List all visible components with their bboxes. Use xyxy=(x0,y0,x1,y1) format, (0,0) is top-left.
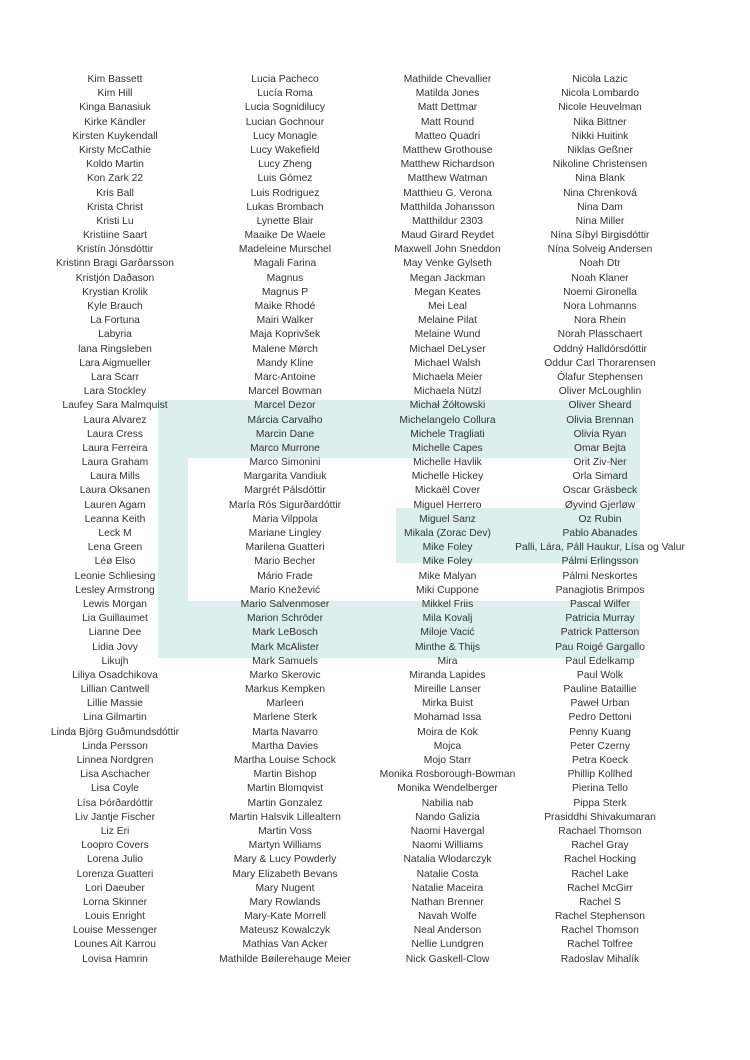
name-entry: Mathias Van Acker xyxy=(242,939,328,951)
name-entry: Natalia Włodarczyk xyxy=(403,854,492,866)
name-entry: Kirsten Kuykendall xyxy=(72,130,158,142)
name-entry: Kim Hill xyxy=(97,88,133,100)
name-entry: Laura Graham xyxy=(81,457,149,469)
name-entry: Monika Wendelberger xyxy=(397,783,498,795)
name-entry: Nína Solveig Andersen xyxy=(547,244,653,256)
name-entry: Marlene Sterk xyxy=(252,712,318,724)
name-entry: Kristín Jónsdóttir xyxy=(76,244,154,256)
name-entry: Megan Jackman xyxy=(409,272,486,284)
name-entry: Kristiine Saart xyxy=(82,230,148,242)
name-entry: Lisa Aschacher xyxy=(80,769,150,781)
name-entry: Nick Gaskell-Clow xyxy=(405,953,490,965)
name-entry: Michele Tragliati xyxy=(410,428,485,440)
name-entry: Nina Blank xyxy=(575,173,625,185)
name-entry: Nando Galizia xyxy=(415,811,480,823)
name-entry: Likujh xyxy=(101,655,129,667)
name-entry: Martha Davies xyxy=(251,740,319,752)
name-entry: Oddur Carl Thorarensen xyxy=(544,357,656,369)
name-entry: Matthew Watman xyxy=(407,173,488,185)
name-entry: Krystian Krolik xyxy=(82,286,148,298)
name-entry: Laura Oksanen xyxy=(79,485,151,497)
name-entry: Lorena Julio xyxy=(86,854,144,866)
name-entry: Petra Koeck xyxy=(571,755,629,766)
name-entry: Lidia Jovy xyxy=(92,641,138,653)
name-entry: Ólafur Stephensen xyxy=(557,371,643,383)
name-entry: Maxwell John Sneddon xyxy=(394,244,501,256)
name-entry: Nicola Lombardo xyxy=(561,88,639,100)
name-entry: Maria Vilppola xyxy=(252,513,318,525)
name-entry: Kirke Kändler xyxy=(84,116,146,128)
name-entry: Mireille Lanser xyxy=(414,684,481,696)
name-entry: Nína Síbyl Birgisdóttir xyxy=(550,230,650,242)
name-entry: Lynette Blair xyxy=(256,215,314,227)
name-entry: Mike Malyan xyxy=(418,570,477,582)
name-entry: Marcin Dane xyxy=(255,428,315,440)
name-entry: Matthieu G. Verona xyxy=(403,187,492,199)
name-entry: Lesley Armstrong xyxy=(75,584,155,596)
name-entry: Mojo Starr xyxy=(423,755,472,766)
name-entry: Lorna Skinner xyxy=(82,896,148,908)
name-entry: Labyria xyxy=(98,329,132,341)
name-entry: Pippa Sterk xyxy=(573,797,627,809)
name-entry: Paweł Urban xyxy=(570,698,630,710)
name-entry: Orit Ziv-Ner xyxy=(573,457,627,469)
name-entry: Michelle Hickey xyxy=(411,471,484,483)
name-entry: Melaine Pilat xyxy=(418,315,477,327)
name-entry: Mariane Lingley xyxy=(248,528,322,539)
name-entry: Linda Persson xyxy=(82,740,148,752)
name-entry: Mandy Kline xyxy=(256,357,314,369)
name-entry: Rachel Thomson xyxy=(561,925,639,937)
name-entry: Lia Guillaumet xyxy=(82,613,148,625)
name-entry: Marco Murrone xyxy=(250,442,320,454)
name-entry: Lara Aigmueller xyxy=(79,357,151,369)
name-entry: Mirka Buist xyxy=(422,698,473,710)
name-entry: Leanna Keith xyxy=(84,513,146,525)
name-entry: Nikki Huitink xyxy=(571,130,629,142)
name-entry: Madeleine Murschel xyxy=(238,244,332,256)
name-entry: Rachel Lake xyxy=(571,868,629,880)
name-entry: Luis Rodriguez xyxy=(250,187,320,199)
name-entry: Marc-Antoine xyxy=(254,371,316,383)
name-entry: Liliya Osadchikova xyxy=(72,669,158,681)
name-entry: Linda Björg Guðmundsdóttir xyxy=(50,726,180,738)
name-entry: Rachel Gray xyxy=(571,840,629,852)
name-entry: lana Ringsleben xyxy=(78,343,152,355)
name-entry: Oliver McLoughlin xyxy=(558,386,642,398)
name-entry: María Rós Sigurðardóttir xyxy=(228,499,342,511)
name-entry: Miguel Herrero xyxy=(413,499,482,511)
name-entry: Pálmi Erlingsson xyxy=(561,556,639,568)
name-entry: Oscar Gräsbeck xyxy=(562,485,638,497)
name-entry: Lena Green xyxy=(87,542,143,554)
name-entry: Liv Jantje Fischer xyxy=(74,811,156,823)
name-entry: Laura Cress xyxy=(86,428,144,440)
name-entry: Mickaël Cover xyxy=(414,485,481,497)
name-entry: Lisa Coyle xyxy=(90,783,140,795)
name-entry: Miranda Lapides xyxy=(409,669,486,681)
name-entry: Kirsty McCathie xyxy=(78,144,152,156)
name-entry: Nicole Heuvelman xyxy=(558,102,642,114)
name-entry: Miki Cuppone xyxy=(416,584,479,596)
name-entry: Lillian Cantwell xyxy=(80,684,150,696)
name-entry: Krista Christ xyxy=(86,201,144,213)
name-entry: Marko Skerovic xyxy=(249,669,321,681)
name-entry: Lucia Pacheco xyxy=(251,74,319,85)
name-entry: Matteo Quadri xyxy=(414,130,481,142)
name-entry: Laura Alvarez xyxy=(83,414,147,426)
name-entry: Lara Stockley xyxy=(83,386,147,398)
name-entry: Phillip Kollhed xyxy=(567,769,633,781)
name-entry: Navah Wolfe xyxy=(418,911,477,923)
name-entry: Lucy Wakefield xyxy=(250,144,320,156)
name-entry: Nina Miller xyxy=(575,215,625,227)
name-entry: Noah Dtr xyxy=(579,258,621,270)
name-entry: Linnea Nordgren xyxy=(76,755,154,766)
name-entry: Louise Messenger xyxy=(72,925,158,937)
name-entry: Lina Gilmartin xyxy=(83,712,147,724)
name-entry: Natalie Maceira xyxy=(411,882,484,894)
name-entry: Mary Nugent xyxy=(255,882,315,894)
name-entry: Leonie Schliesing xyxy=(74,570,156,582)
name-entry: Laura Mills xyxy=(90,471,140,483)
name-entry: Mark Samuels xyxy=(252,655,318,667)
name-entry: Naomi Havergal xyxy=(410,825,485,837)
name-entry: Loopro Covers xyxy=(81,840,149,852)
name-entry: Mira xyxy=(437,655,458,667)
name-entry: Maud Girard Reydet xyxy=(401,230,494,242)
name-entry: Patricia Murray xyxy=(565,613,635,625)
name-entry: Michelangelo Collura xyxy=(399,414,496,426)
name-entry: Maike Rhodé xyxy=(254,301,316,312)
name-entry: Lucy Monagle xyxy=(252,130,318,142)
name-entry: Pauline Bataillie xyxy=(563,684,637,696)
name-entry: Peter Czerny xyxy=(569,740,631,752)
name-entry: Marcel Bowman xyxy=(248,386,322,398)
name-entry: Nora Lohmanns xyxy=(563,301,637,312)
name-entry: Radoslav Mihalík xyxy=(560,953,640,965)
name-entry: Michał Żółtowski xyxy=(409,400,486,412)
name-entry: Lori Daeuber xyxy=(85,882,145,894)
name-entry: Lauren Agam xyxy=(84,499,146,511)
name-entry: Penny Kuang xyxy=(569,726,631,738)
name-entry: Noah Klaner xyxy=(571,272,629,284)
name-entry: Laura Ferreira xyxy=(82,442,148,454)
name-entry: Omar Bejta xyxy=(573,442,627,454)
name-entry: Mathilde Chevallier xyxy=(403,74,492,85)
name-entry: Nicola Lazic xyxy=(572,74,628,85)
name-entry: Lucía Roma xyxy=(257,88,313,100)
name-entry: Mike Foley xyxy=(422,542,473,554)
name-entry: Lara Scarr xyxy=(90,371,140,383)
name-entry: Niklas Geßner xyxy=(567,144,633,156)
name-entry: Nellie Lundgren xyxy=(411,939,484,951)
name-entry: Marion Schröder xyxy=(246,613,324,625)
name-entry: Magnus xyxy=(266,272,304,284)
name-entry: Paul Edelkamp xyxy=(565,655,635,667)
name-entry: Leck M xyxy=(98,528,132,539)
name-entry: Rachel McGirr xyxy=(567,882,633,894)
name-entry: Mário Frade xyxy=(257,570,313,582)
name-entry: Mary-Kate Morrell xyxy=(244,911,326,923)
name-entry: Kris Ball xyxy=(96,187,134,199)
name-entry: Rachel Tolfree xyxy=(567,939,633,951)
name-entry: Miloje Vacić xyxy=(420,627,475,639)
name-entry: Michaela Nützl xyxy=(413,386,482,398)
name-entry: Martin Gonzalez xyxy=(247,797,323,809)
name-entry: Oliver Sheard xyxy=(568,400,632,412)
name-entry: Martin Blomqvist xyxy=(246,783,324,795)
name-column-4 xyxy=(510,73,690,967)
name-entry: Pablo Abanades xyxy=(562,528,638,539)
name-entry: Moira de Kok xyxy=(417,726,478,738)
name-entry: Matthew Richardson xyxy=(400,159,495,171)
name-entry: Mark McAlister xyxy=(250,641,320,653)
name-entry: Martha Louise Schock xyxy=(234,755,336,766)
name-entry: Nina Chrenková xyxy=(563,187,637,199)
name-entry: May Venke Gylseth xyxy=(403,258,492,270)
name-entry: Martin Bishop xyxy=(253,769,317,781)
name-entry: Maja Koprivšek xyxy=(249,329,321,341)
name-entry: Michael DeLyser xyxy=(409,343,486,355)
name-entry: Miguel Sanz xyxy=(419,513,476,525)
name-entry: Norah Plasschaert xyxy=(557,329,643,341)
name-entry: Mojca xyxy=(433,740,462,752)
name-entry: Michelle Havlik xyxy=(413,457,482,469)
name-entry: Markus Kempken xyxy=(244,684,326,696)
name-entry: Oddný Halldórsdóttir xyxy=(553,343,647,355)
name-entry: Rachel S xyxy=(579,896,621,908)
name-entry: Lucian Gochnour xyxy=(245,116,325,128)
name-entry: Laufey Sara Malmquist xyxy=(62,400,168,412)
name-entry: Rachel Stephenson xyxy=(555,911,645,923)
name-entry: Oz Rubin xyxy=(578,513,622,525)
name-entry: Mathilde Bøilerehauge Meier xyxy=(219,953,351,965)
name-entry: Kon Zark 22 xyxy=(86,173,144,185)
name-entry: Prasiddhi Shivakumaran xyxy=(544,811,656,823)
name-entry: Nathan Brenner xyxy=(411,896,484,908)
name-entry: Mario Salvenmoser xyxy=(240,598,330,610)
name-entry: Nora Rhein xyxy=(573,315,627,327)
name-entry: Marcel Dezor xyxy=(254,400,316,412)
name-entry: Michaela Meier xyxy=(412,371,483,383)
name-entry: Pálmi Neskortes xyxy=(562,570,638,582)
name-entry: Lucy Zheng xyxy=(258,159,312,171)
name-entry: Michelle Capes xyxy=(412,442,483,454)
name-entry: Rachael Thomson xyxy=(558,825,642,837)
name-entry: Lounes Ait Karrou xyxy=(74,939,156,951)
name-entry: Pedro Dettoni xyxy=(568,712,632,724)
name-entry: Rachel Hocking xyxy=(563,854,637,866)
name-entry: Øyvind Gjerløw xyxy=(564,499,636,511)
name-column-3 xyxy=(375,73,520,967)
name-entry: Lucia Sognidilucy xyxy=(244,102,326,114)
name-entry: Kinga Banasiuk xyxy=(79,102,151,114)
name-entry: La Fortuna xyxy=(90,315,140,327)
name-entry: Léø Elso xyxy=(94,556,136,568)
name-entry: Mario Becher xyxy=(254,556,316,568)
name-entry: Neal Anderson xyxy=(413,925,482,937)
name-entry: Orla Simard xyxy=(572,471,628,483)
name-entry: Márcia Carvalho xyxy=(247,414,323,426)
name-entry: Martyn Williams xyxy=(248,840,322,852)
name-entry: Kristjón Daðason xyxy=(75,272,155,284)
name-entry: Luis Gómez xyxy=(257,173,313,185)
name-entry: Pau Roigé Gargallo xyxy=(555,641,645,653)
name-entry: Paul Wolk xyxy=(576,669,624,681)
name-entry: Matilda Jones xyxy=(415,88,480,100)
name-entry: Olivia Brennan xyxy=(566,414,634,426)
name-entry: Martin Voss xyxy=(258,825,312,837)
name-column-2 xyxy=(190,73,380,967)
name-entry: Mikkel Friis xyxy=(421,598,474,610)
name-entry: Mikala (Zorac Dev) xyxy=(404,528,491,539)
name-entry: Lukas Brombach xyxy=(246,201,324,213)
name-entry: Nika Bittner xyxy=(573,116,627,128)
name-entry: Palli, Lára, Páll Haukur, Lísa og Valur xyxy=(515,542,685,554)
name-entry: Mateusz Kowalczyk xyxy=(239,925,331,937)
name-entry: Matthilda Johansson xyxy=(400,201,495,213)
name-entry: Mary & Lucy Powderly xyxy=(233,854,337,866)
name-entry: Marleen xyxy=(266,698,304,710)
name-entry: Mary Rowlands xyxy=(249,896,321,908)
name-entry: Kristinn Bragi Garðarsson xyxy=(56,258,174,270)
name-entry: Monika Rosborough-Bowman xyxy=(379,769,516,781)
name-entry: Lísa Þórðardóttir xyxy=(76,797,154,809)
name-entry: Matt Dettmar xyxy=(417,102,478,114)
name-entry: Michael Walsh xyxy=(414,357,481,369)
name-entry: Kristi Lu xyxy=(96,215,134,227)
name-entry: Nikoline Christensen xyxy=(552,159,648,171)
name-entry: Lorenza Guatteri xyxy=(76,868,154,880)
name-entry: Mary Elizabeth Bevans xyxy=(232,868,338,880)
name-entry: Naomi Williams xyxy=(412,840,483,852)
name-entry: Olivia Ryan xyxy=(573,428,627,440)
name-entry: Melaine Wund xyxy=(414,329,481,341)
name-entry: Pierina Tello xyxy=(572,783,628,795)
name-entry: Maaike De Waele xyxy=(244,230,326,242)
name-entry: Margrét Pálsdóttir xyxy=(244,485,326,497)
name-entry: Marco Simonini xyxy=(249,457,321,469)
name-entry: Malene Mørch xyxy=(252,343,318,355)
name-column-1 xyxy=(40,73,190,967)
name-entry: Nina Dam xyxy=(577,201,623,213)
name-entry: Lianne Dee xyxy=(88,627,142,639)
name-entry: Mohamad Issa xyxy=(413,712,482,724)
name-entry: Mark LeBosch xyxy=(252,627,318,639)
name-entry: Matthew Grothouse xyxy=(402,144,493,156)
name-entry: Noemi Gironella xyxy=(563,286,637,298)
name-entry: Marta Navarro xyxy=(252,726,318,738)
name-entry: Matt Round xyxy=(420,116,475,128)
name-entry: Lewis Morgan xyxy=(82,598,148,610)
name-entry: Minthe & Thijs xyxy=(414,641,481,653)
name-entry: Natalie Costa xyxy=(416,868,479,880)
name-entry: Marilena Guatteri xyxy=(245,542,325,554)
name-entry: Mike Foley xyxy=(422,556,473,568)
name-entry: Koldo Martin xyxy=(86,159,144,171)
name-entry: Panagiotis Brimpos xyxy=(555,584,645,596)
name-entry: Patrick Patterson xyxy=(560,627,640,639)
name-entry: Mairi Walker xyxy=(256,315,314,327)
name-entry: Magali Farina xyxy=(253,258,317,270)
name-entry: Kyle Brauch xyxy=(87,301,143,312)
name-entry: Liz Eri xyxy=(100,825,130,837)
name-entry: Louis Enright xyxy=(84,911,146,923)
name-entry: Mario Knežević xyxy=(249,584,321,596)
name-entry: Matthildur 2303 xyxy=(412,215,483,227)
name-entry: Mila Kovalj xyxy=(422,613,473,625)
name-entry: Mei Leal xyxy=(428,301,467,312)
name-entry: Lillie Massie xyxy=(86,698,144,710)
name-entry: Margarita Vandiuk xyxy=(243,471,327,483)
name-entry: Megan Keates xyxy=(414,286,481,298)
name-entry: Kim Bassett xyxy=(87,74,143,85)
name-entry: Magnus P xyxy=(261,286,309,298)
name-entry: Lovisa Hamrin xyxy=(82,953,148,965)
name-entry: Nabilia nab xyxy=(421,797,474,809)
name-entry: Martin Halsvik Lillealtern xyxy=(229,811,341,823)
name-entry: Pascal Wilfer xyxy=(569,598,631,610)
